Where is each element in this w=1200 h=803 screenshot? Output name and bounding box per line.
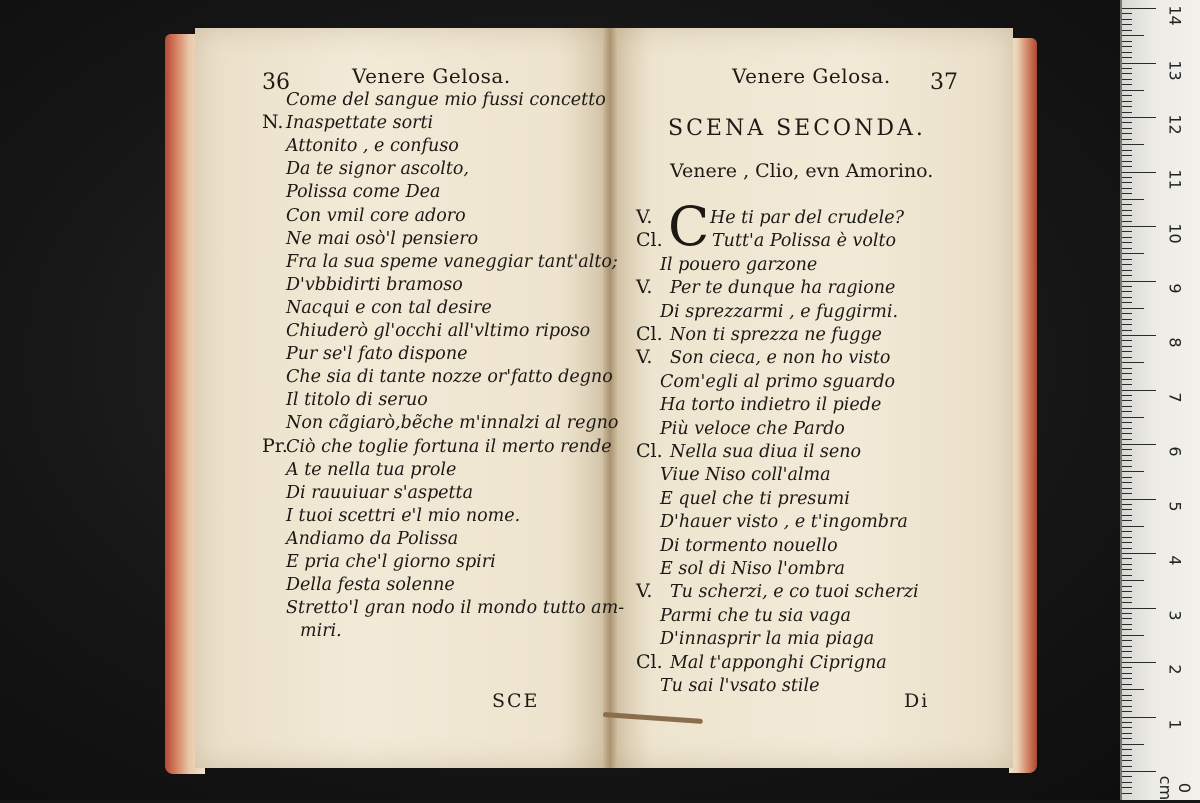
ruler-tick <box>1122 482 1132 483</box>
ruler-tick <box>1122 766 1132 767</box>
ruler-tick <box>1122 210 1132 211</box>
right-page-number: 37 <box>930 70 958 95</box>
ruler-tick <box>1122 182 1132 183</box>
ruler-tick <box>1122 226 1156 227</box>
ruler-tick <box>1122 793 1132 794</box>
ruler-tick <box>1122 558 1132 559</box>
verse-line: Ha torto indietro il piede <box>660 395 882 416</box>
ruler-tick <box>1122 673 1132 674</box>
ruler-tick <box>1122 591 1132 592</box>
ruler-tick <box>1122 684 1132 685</box>
verse-line: Non cãgiarò,bẽche m'innalzi al regno <box>286 413 619 434</box>
left-running-title: Venere Gelosa. <box>352 64 511 88</box>
ruler-tick <box>1122 155 1132 156</box>
ruler-tick <box>1122 112 1132 113</box>
verse-line: E quel che ti presumi <box>660 488 850 509</box>
speaker-label: V. <box>636 276 653 299</box>
verse-line: Il pouero garzone <box>660 254 818 275</box>
ruler-tick <box>1122 760 1132 761</box>
ruler-tick <box>1122 706 1132 707</box>
drop-cap: C <box>668 195 710 258</box>
ruler-label: 4 <box>1165 555 1185 566</box>
speaker-label: Pr. <box>262 434 288 457</box>
ruler-tick <box>1122 493 1132 494</box>
ruler-tick <box>1122 242 1132 243</box>
ruler-tick <box>1122 335 1156 336</box>
ruler-tick <box>1122 259 1132 260</box>
ruler-tick <box>1122 291 1132 292</box>
ruler-tick <box>1122 95 1132 96</box>
ruler-tick <box>1122 586 1132 587</box>
speaker-label: V. <box>636 580 653 603</box>
ruler-tick <box>1122 400 1132 401</box>
ruler-tick <box>1122 488 1132 489</box>
ruler-tick <box>1122 782 1132 783</box>
ruler-tick <box>1122 133 1132 134</box>
ruler-tick <box>1122 330 1132 331</box>
ruler-tick <box>1122 738 1132 739</box>
ruler-tick <box>1122 84 1132 85</box>
ruler-tick <box>1122 548 1132 549</box>
ruler-label: 8 <box>1165 337 1185 348</box>
ruler-label: 7 <box>1165 391 1185 403</box>
ruler-tick <box>1122 313 1132 314</box>
verse-line: Inaspettate sorti <box>286 113 434 134</box>
verse-line: Il titolo di seruo <box>286 390 428 411</box>
ruler-tick <box>1122 428 1132 429</box>
verse-line: Viue Niso coll'alma <box>660 465 831 486</box>
ruler-tick <box>1122 678 1132 679</box>
ruler-tick <box>1122 117 1156 118</box>
verse-line: Come del sangue mio fussi concetto <box>286 90 606 110</box>
speaker-label: Cl. <box>636 229 663 252</box>
ruler-tick <box>1122 787 1132 788</box>
ruler-tick <box>1122 449 1132 450</box>
verse-line: D'innasprir la mia piaga <box>660 629 875 650</box>
ruler-tick <box>1122 433 1132 434</box>
ruler-tick <box>1122 466 1132 467</box>
ruler-tick <box>1122 624 1132 625</box>
ruler-tick <box>1122 199 1144 200</box>
verse-line: Attonito , e confuso <box>286 136 459 157</box>
ruler-tick <box>1122 270 1132 271</box>
ruler-tick <box>1122 19 1132 20</box>
ruler-tick <box>1122 608 1156 609</box>
ruler-tick <box>1122 177 1132 178</box>
ruler-tick <box>1122 575 1132 576</box>
ruler-tick <box>1122 161 1132 162</box>
right-catchword: Di <box>904 690 930 712</box>
verse-line: Per te dunque ha ragione <box>670 278 896 299</box>
verse-line: Fra la sua speme vaneggiar tant'alto; <box>286 251 618 272</box>
ruler-tick <box>1122 308 1144 309</box>
verse-line: Non ti sprezza ne fugge <box>670 325 882 345</box>
ruler-tick <box>1122 122 1132 123</box>
ruler-tick <box>1122 657 1132 658</box>
ruler-label: 9 <box>1165 282 1185 294</box>
ruler-tick <box>1122 204 1132 205</box>
ruler-tick <box>1122 597 1132 598</box>
ruler-tick <box>1122 422 1132 423</box>
ruler-tick <box>1122 411 1132 412</box>
ruler-tick <box>1122 362 1144 363</box>
ruler-label: 2 <box>1165 664 1185 675</box>
ruler-tick <box>1122 24 1132 25</box>
speaker-label: Cl. <box>636 440 663 462</box>
ruler-tick <box>1122 444 1156 445</box>
ruler-tick <box>1122 700 1132 701</box>
ruler-tick <box>1122 30 1132 31</box>
ruler-tick <box>1122 640 1132 641</box>
ruler-tick <box>1122 340 1132 341</box>
ruler-tick <box>1122 286 1132 287</box>
verse-line: Mal t'apponghi Ciprigna <box>670 652 887 673</box>
ruler-tick <box>1122 406 1132 407</box>
ruler-label: 6 <box>1165 446 1185 457</box>
ruler-tick <box>1122 13 1132 14</box>
ruler-tick <box>1122 193 1132 194</box>
ruler-tick <box>1122 357 1132 358</box>
ruler-tick <box>1122 651 1132 652</box>
ruler-tick <box>1122 744 1144 745</box>
verse-line: Di rauuiuar s'aspetta <box>286 482 474 503</box>
verse-line: Che sia di tante nozze or'fatto degno <box>286 367 613 388</box>
ruler-tick <box>1122 68 1132 69</box>
speaker-label: V. <box>636 206 653 228</box>
ruler-tick <box>1122 755 1132 756</box>
ruler-tick <box>1122 722 1132 723</box>
verse-line: Ciò che toglie fortuna il merto rende <box>286 436 612 457</box>
verse-line: Tutt'a Polissa è volto <box>712 231 897 252</box>
ruler-tick <box>1122 727 1132 728</box>
ruler-tick <box>1122 526 1144 527</box>
ruler-tick <box>1122 215 1132 216</box>
verse-line: miri. <box>300 621 342 642</box>
ruler-label: 10 <box>1165 223 1185 244</box>
verse-line: Com'egli al primo sguardo <box>660 371 896 392</box>
ruler-tick <box>1122 689 1144 690</box>
ruler-tick <box>1122 63 1156 64</box>
ruler-tick <box>1122 667 1132 668</box>
ruler-tick <box>1122 635 1144 636</box>
verse-line: Andiamo da Polissa <box>286 528 459 549</box>
ruler-tick <box>1122 35 1144 36</box>
ruler-tick <box>1122 231 1132 232</box>
ruler-tick <box>1122 368 1132 369</box>
verse-line: Stretto'l gran nodo il mondo tutto am- <box>286 598 625 619</box>
ruler-tick <box>1122 79 1132 80</box>
ruler-label: 13 <box>1165 59 1185 81</box>
ruler-tick <box>1122 749 1132 750</box>
ruler-tick <box>1122 41 1132 42</box>
ruler-tick <box>1122 384 1132 385</box>
measuring-ruler <box>1120 0 1200 800</box>
ruler-label: 12 <box>1165 114 1185 135</box>
ruler-label: 5 <box>1165 500 1185 512</box>
ruler-tick <box>1122 537 1132 538</box>
ruler-tick <box>1122 455 1132 456</box>
ruler-tick <box>1122 90 1144 91</box>
verse-line: Son cieca, e non ho visto <box>670 348 891 369</box>
book-edge-right <box>1009 38 1037 773</box>
ruler-tick <box>1122 46 1132 47</box>
ruler-tick <box>1122 248 1132 249</box>
verse-line: Nacqui e con tal desire <box>286 297 492 318</box>
right-running-title: Venere Gelosa. <box>732 64 891 88</box>
left-catchword: SCE <box>492 690 540 712</box>
ruler-tick <box>1122 618 1132 619</box>
book-gutter <box>603 28 617 768</box>
verse-line: Chiuderò gl'occhi all'vltimo riposo <box>286 321 591 341</box>
ruler-tick <box>1122 101 1132 102</box>
ruler-tick <box>1122 281 1156 282</box>
ruler-tick <box>1122 106 1132 107</box>
verse-line: Di sprezzarmi , e fuggirmi. <box>660 301 899 322</box>
verse-line: He ti par del crudele? <box>710 208 904 228</box>
verse-line: Più veloce che Pardo <box>660 418 845 439</box>
scene-title: SCENA SECONDA. <box>668 116 926 141</box>
ruler-tick <box>1122 73 1132 74</box>
verse-line: Parmi che tu sia vaga <box>660 605 851 626</box>
ruler-tick <box>1122 237 1132 238</box>
ruler-tick <box>1122 52 1132 53</box>
speaker-label: Cl. <box>636 650 663 673</box>
ruler-tick <box>1122 504 1132 505</box>
ruler-label: 1 <box>1165 718 1185 730</box>
ruler-tick <box>1122 564 1132 565</box>
ruler-tick <box>1122 520 1132 521</box>
ruler-tick <box>1122 580 1144 581</box>
ruler-tick <box>1122 662 1156 663</box>
ruler-tick <box>1122 499 1156 500</box>
ruler-tick <box>1122 471 1144 472</box>
verse-line: D'vbbidirti bramoso <box>286 274 463 295</box>
verse-line: D'hauer visto , e t'ingombra <box>660 512 908 533</box>
ruler-tick <box>1122 57 1132 58</box>
ruler-tick <box>1122 319 1132 320</box>
ruler-tick <box>1122 379 1132 380</box>
ruler-tick <box>1122 8 1156 9</box>
verse-line: Tu sai l'vsato stile <box>660 676 820 696</box>
ruler-tick <box>1122 188 1132 189</box>
ruler-tick <box>1122 733 1132 734</box>
ruler-tick <box>1122 460 1132 461</box>
ruler-tick <box>1122 297 1132 298</box>
verse-line: Della festa solenne <box>286 575 455 596</box>
ruler-tick <box>1122 172 1156 173</box>
ruler-tick <box>1122 776 1132 777</box>
ruler-tick <box>1122 771 1156 772</box>
ruler-tick <box>1122 351 1132 352</box>
verse-line: E sol di Niso l'ombra <box>660 559 845 579</box>
ruler-tick <box>1122 569 1132 570</box>
ruler-tick <box>1122 613 1132 614</box>
verse-line: I tuoi scettri e'l mio nome. <box>286 505 521 526</box>
ruler-tick <box>1122 542 1132 543</box>
ruler-tick <box>1122 166 1132 167</box>
verse-line: Polissa come Dea <box>286 182 441 203</box>
verse-line: Tu scherzi, e co tuoi scherzi <box>670 582 919 603</box>
ruler-label: 0 cm <box>1156 775 1194 801</box>
ruler-tick <box>1122 253 1144 254</box>
ruler-tick <box>1122 395 1132 396</box>
ruler-tick <box>1122 515 1132 516</box>
ruler-tick <box>1122 711 1132 712</box>
verse-line: Nella sua diua il seno <box>670 442 862 462</box>
ruler-label: 11 <box>1165 168 1185 190</box>
ruler-tick <box>1122 221 1132 222</box>
ruler-label: 3 <box>1165 609 1185 621</box>
ruler-tick <box>1122 144 1144 145</box>
left-page-number: 36 <box>262 70 290 95</box>
ruler-tick <box>1122 553 1156 554</box>
ruler-tick <box>1122 302 1132 303</box>
speaker-label: N. <box>262 111 284 134</box>
ruler-tick <box>1122 602 1132 603</box>
scene-characters: Venere , Clio, evn Amorino. <box>670 160 934 182</box>
ruler-tick <box>1122 646 1132 647</box>
ruler-tick <box>1122 390 1156 391</box>
ruler-tick <box>1122 150 1132 151</box>
ruler-tick <box>1122 695 1132 696</box>
ruler-label: 14 <box>1165 5 1185 26</box>
ruler-tick <box>1122 139 1132 140</box>
ruler-tick <box>1122 264 1132 265</box>
ruler-tick <box>1122 373 1132 374</box>
verse-line: Ne mai osò'l pensiero <box>286 228 479 249</box>
verse-line: E pria che'l giorno spiri <box>286 552 496 572</box>
ruler-tick <box>1122 477 1132 478</box>
ruler-tick <box>1122 509 1132 510</box>
ruler-tick <box>1122 629 1132 630</box>
ruler-tick <box>1122 324 1132 325</box>
ruler-tick <box>1122 717 1156 718</box>
ruler-tick <box>1122 275 1132 276</box>
ruler-tick <box>1122 531 1132 532</box>
speaker-label: Cl. <box>636 323 663 345</box>
ruler-tick <box>1122 417 1144 418</box>
verse-line: Da te signor ascolto, <box>286 159 469 180</box>
ruler-tick <box>1122 128 1132 129</box>
verse-line: Di tormento nouello <box>660 535 838 556</box>
verse-line: A te nella tua prole <box>286 459 457 480</box>
ruler-tick <box>1122 346 1132 347</box>
speaker-label: V. <box>636 346 653 369</box>
ruler-tick <box>1122 439 1132 440</box>
verse-line: Con vmil core adoro <box>286 205 466 226</box>
verse-line: Pur se'l fato dispone <box>286 344 468 365</box>
